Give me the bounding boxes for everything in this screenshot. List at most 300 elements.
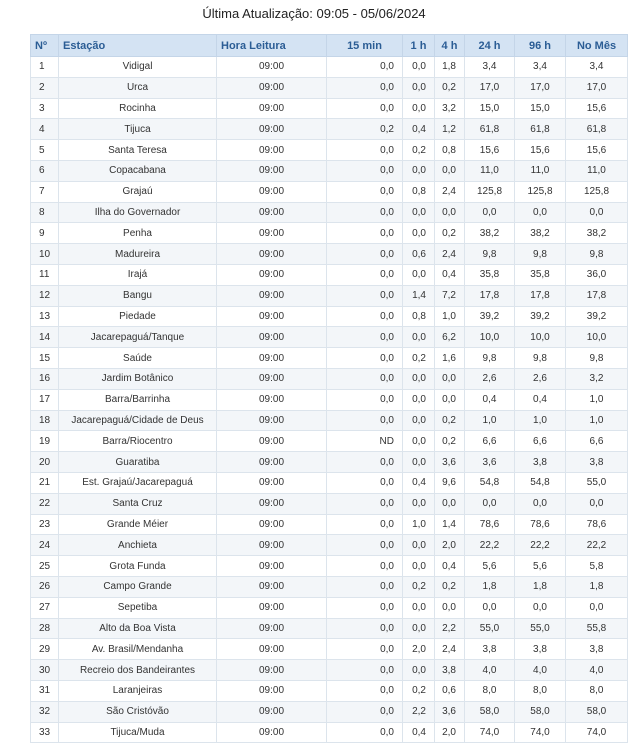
cell-reading-time: 09:00: [217, 119, 327, 140]
rainfall-table-container: [30, 34, 627, 743]
cell-station: Piedade: [59, 306, 217, 327]
cell-1h: 0,0: [403, 264, 435, 285]
cell-4h: 1,2: [435, 119, 465, 140]
cell-4h: 0,2: [435, 223, 465, 244]
cell-month: 61,8: [566, 119, 628, 140]
cell-station: Grajaú: [59, 181, 217, 202]
table-row: [31, 77, 628, 98]
cell-month: 0,0: [566, 493, 628, 514]
cell-reading-time: 09:00: [217, 327, 327, 348]
cell-4h: 1,4: [435, 514, 465, 535]
cell-24h: 6,6: [465, 431, 515, 452]
cell-15min: ND: [327, 431, 403, 452]
cell-number: 4: [31, 119, 59, 140]
cell-4h: 0,0: [435, 597, 465, 618]
cell-96h: 15,6: [515, 140, 566, 161]
column-header-reading-time[interactable]: Hora Leitura: [217, 35, 327, 57]
cell-4h: 0,0: [435, 202, 465, 223]
cell-station: Barra/Barrinha: [59, 389, 217, 410]
cell-1h: 0,2: [403, 348, 435, 369]
cell-station: Tijuca/Muda: [59, 722, 217, 743]
column-header-month[interactable]: No Mês: [566, 35, 628, 57]
cell-station: Bangu: [59, 285, 217, 306]
cell-station: Jacarepaguá/Tanque: [59, 327, 217, 348]
cell-1h: 2,2: [403, 701, 435, 722]
cell-15min: 0,0: [327, 514, 403, 535]
cell-month: 5,8: [566, 556, 628, 577]
cell-4h: 3,2: [435, 98, 465, 119]
cell-month: 74,0: [566, 722, 628, 743]
cell-96h: 9,8: [515, 348, 566, 369]
cell-station: Jacarepaguá/Cidade de Deus: [59, 410, 217, 431]
cell-station: Anchieta: [59, 535, 217, 556]
cell-number: 32: [31, 701, 59, 722]
cell-month: 15,6: [566, 98, 628, 119]
cell-15min: 0,0: [327, 535, 403, 556]
table-row: [31, 244, 628, 265]
cell-reading-time: 09:00: [217, 264, 327, 285]
cell-1h: 1,0: [403, 514, 435, 535]
cell-month: 4,0: [566, 660, 628, 681]
cell-96h: 17,0: [515, 77, 566, 98]
cell-15min: 0,0: [327, 639, 403, 660]
cell-1h: 0,0: [403, 618, 435, 639]
cell-15min: 0,0: [327, 576, 403, 597]
cell-96h: 0,0: [515, 493, 566, 514]
cell-96h: 1,8: [515, 576, 566, 597]
cell-15min: 0,0: [327, 244, 403, 265]
cell-24h: 5,6: [465, 556, 515, 577]
cell-15min: 0,0: [327, 264, 403, 285]
cell-1h: 0,4: [403, 119, 435, 140]
cell-96h: 3,8: [515, 639, 566, 660]
cell-4h: 0,4: [435, 556, 465, 577]
cell-96h: 3,8: [515, 452, 566, 473]
cell-number: 31: [31, 680, 59, 701]
table-row: [31, 660, 628, 681]
cell-24h: 17,8: [465, 285, 515, 306]
cell-number: 14: [31, 327, 59, 348]
cell-number: 16: [31, 368, 59, 389]
cell-station: Tijuca: [59, 119, 217, 140]
cell-month: 38,2: [566, 223, 628, 244]
cell-month: 9,8: [566, 348, 628, 369]
cell-96h: 17,8: [515, 285, 566, 306]
cell-reading-time: 09:00: [217, 618, 327, 639]
cell-15min: 0,0: [327, 368, 403, 389]
cell-4h: 0,2: [435, 431, 465, 452]
cell-number: 10: [31, 244, 59, 265]
cell-reading-time: 09:00: [217, 597, 327, 618]
cell-reading-time: 09:00: [217, 348, 327, 369]
table-row: [31, 264, 628, 285]
cell-number: 2: [31, 77, 59, 98]
cell-15min: 0,0: [327, 597, 403, 618]
cell-4h: 2,4: [435, 639, 465, 660]
cell-number: 15: [31, 348, 59, 369]
table-row: [31, 639, 628, 660]
cell-reading-time: 09:00: [217, 639, 327, 660]
cell-station: Irajá: [59, 264, 217, 285]
cell-month: 17,0: [566, 77, 628, 98]
cell-month: 0,0: [566, 202, 628, 223]
cell-month: 3,2: [566, 368, 628, 389]
cell-reading-time: 09:00: [217, 472, 327, 493]
cell-month: 3,4: [566, 57, 628, 78]
cell-1h: 0,0: [403, 535, 435, 556]
column-header-24h[interactable]: 24 h: [465, 35, 515, 57]
column-header-number[interactable]: Nº: [31, 35, 59, 57]
cell-4h: 2,0: [435, 535, 465, 556]
table-row: [31, 98, 628, 119]
table-row: [31, 223, 628, 244]
cell-96h: 3,4: [515, 57, 566, 78]
cell-station: Ilha do Governador: [59, 202, 217, 223]
table-row: [31, 701, 628, 722]
table-row: [31, 57, 628, 78]
cell-15min: 0,2: [327, 119, 403, 140]
cell-1h: 0,2: [403, 576, 435, 597]
cell-month: 3,8: [566, 639, 628, 660]
cell-24h: 9,8: [465, 348, 515, 369]
cell-15min: 0,0: [327, 348, 403, 369]
cell-96h: 8,0: [515, 680, 566, 701]
cell-24h: 8,0: [465, 680, 515, 701]
cell-month: 36,0: [566, 264, 628, 285]
cell-96h: 0,4: [515, 389, 566, 410]
cell-24h: 61,8: [465, 119, 515, 140]
cell-reading-time: 09:00: [217, 680, 327, 701]
cell-reading-time: 09:00: [217, 514, 327, 535]
table-row: [31, 618, 628, 639]
cell-reading-time: 09:00: [217, 556, 327, 577]
cell-number: 5: [31, 140, 59, 161]
cell-24h: 22,2: [465, 535, 515, 556]
cell-4h: 3,6: [435, 452, 465, 473]
cell-4h: 2,4: [435, 244, 465, 265]
cell-24h: 2,6: [465, 368, 515, 389]
cell-96h: 0,0: [515, 202, 566, 223]
cell-1h: 1,4: [403, 285, 435, 306]
cell-station: Vidigal: [59, 57, 217, 78]
cell-4h: 0,0: [435, 160, 465, 181]
cell-reading-time: 09:00: [217, 535, 327, 556]
cell-4h: 0,4: [435, 264, 465, 285]
table-row: [31, 181, 628, 202]
cell-number: 18: [31, 410, 59, 431]
column-header-station[interactable]: Estação: [59, 35, 217, 57]
cell-station: Sepetiba: [59, 597, 217, 618]
cell-4h: 1,6: [435, 348, 465, 369]
cell-1h: 0,4: [403, 472, 435, 493]
cell-24h: 4,0: [465, 660, 515, 681]
cell-number: 19: [31, 431, 59, 452]
table-row: [31, 285, 628, 306]
table-row: [31, 472, 628, 493]
cell-1h: 0,8: [403, 306, 435, 327]
table-row: [31, 140, 628, 161]
cell-4h: 1,8: [435, 57, 465, 78]
cell-1h: 0,0: [403, 223, 435, 244]
cell-month: 22,2: [566, 535, 628, 556]
cell-4h: 0,2: [435, 576, 465, 597]
cell-24h: 1,8: [465, 576, 515, 597]
table-body: [31, 57, 628, 743]
cell-96h: 78,6: [515, 514, 566, 535]
table-row: [31, 306, 628, 327]
column-header-96h[interactable]: 96 h: [515, 35, 566, 57]
cell-1h: 0,0: [403, 389, 435, 410]
cell-number: 20: [31, 452, 59, 473]
cell-96h: 9,8: [515, 244, 566, 265]
cell-number: 21: [31, 472, 59, 493]
cell-96h: 10,0: [515, 327, 566, 348]
cell-96h: 15,0: [515, 98, 566, 119]
cell-1h: 0,0: [403, 160, 435, 181]
cell-15min: 0,0: [327, 389, 403, 410]
cell-number: 13: [31, 306, 59, 327]
cell-1h: 0,0: [403, 597, 435, 618]
cell-number: 8: [31, 202, 59, 223]
table-row: [31, 327, 628, 348]
cell-15min: 0,0: [327, 140, 403, 161]
cell-1h: 0,0: [403, 368, 435, 389]
column-header-1h[interactable]: 1 h: [403, 35, 435, 57]
cell-96h: 5,6: [515, 556, 566, 577]
cell-15min: 0,0: [327, 57, 403, 78]
cell-96h: 35,8: [515, 264, 566, 285]
cell-1h: 0,4: [403, 722, 435, 743]
cell-24h: 9,8: [465, 244, 515, 265]
cell-24h: 125,8: [465, 181, 515, 202]
cell-4h: 9,6: [435, 472, 465, 493]
cell-24h: 54,8: [465, 472, 515, 493]
cell-1h: 0,0: [403, 410, 435, 431]
cell-reading-time: 09:00: [217, 493, 327, 514]
cell-96h: 6,6: [515, 431, 566, 452]
table-row: [31, 535, 628, 556]
cell-24h: 0,4: [465, 389, 515, 410]
cell-4h: 3,8: [435, 660, 465, 681]
cell-15min: 0,0: [327, 701, 403, 722]
cell-1h: 0,0: [403, 77, 435, 98]
cell-4h: 0,0: [435, 368, 465, 389]
table-row: [31, 431, 628, 452]
table-row: [31, 680, 628, 701]
cell-4h: 6,2: [435, 327, 465, 348]
cell-96h: 11,0: [515, 160, 566, 181]
cell-24h: 58,0: [465, 701, 515, 722]
cell-reading-time: 09:00: [217, 410, 327, 431]
cell-station: Laranjeiras: [59, 680, 217, 701]
cell-15min: 0,0: [327, 285, 403, 306]
cell-reading-time: 09:00: [217, 368, 327, 389]
cell-96h: 61,8: [515, 119, 566, 140]
cell-station: Grota Funda: [59, 556, 217, 577]
cell-reading-time: 09:00: [217, 244, 327, 265]
cell-station: Santa Teresa: [59, 140, 217, 161]
cell-15min: 0,0: [327, 223, 403, 244]
cell-15min: 0,0: [327, 306, 403, 327]
page-title: Última Atualização: 09:05 - 05/06/2024: [202, 6, 426, 21]
cell-reading-time: 09:00: [217, 722, 327, 743]
cell-24h: 39,2: [465, 306, 515, 327]
cell-reading-time: 09:00: [217, 452, 327, 473]
cell-number: 24: [31, 535, 59, 556]
cell-15min: 0,0: [327, 556, 403, 577]
cell-1h: 0,0: [403, 452, 435, 473]
cell-15min: 0,0: [327, 680, 403, 701]
column-header-4h[interactable]: 4 h: [435, 35, 465, 57]
cell-4h: 2,4: [435, 181, 465, 202]
cell-number: 23: [31, 514, 59, 535]
cell-15min: 0,0: [327, 618, 403, 639]
cell-4h: 0,6: [435, 680, 465, 701]
cell-month: 55,8: [566, 618, 628, 639]
cell-24h: 0,0: [465, 597, 515, 618]
cell-station: Campo Grande: [59, 576, 217, 597]
cell-1h: 0,0: [403, 327, 435, 348]
table-row: [31, 722, 628, 743]
cell-reading-time: 09:00: [217, 285, 327, 306]
cell-month: 39,2: [566, 306, 628, 327]
cell-15min: 0,0: [327, 410, 403, 431]
cell-station: Santa Cruz: [59, 493, 217, 514]
cell-24h: 11,0: [465, 160, 515, 181]
cell-month: 6,6: [566, 431, 628, 452]
cell-station: Copacabana: [59, 160, 217, 181]
cell-reading-time: 09:00: [217, 181, 327, 202]
cell-number: 9: [31, 223, 59, 244]
cell-station: Rocinha: [59, 98, 217, 119]
table-header-row: [31, 35, 628, 57]
cell-1h: 0,8: [403, 181, 435, 202]
cell-month: 3,8: [566, 452, 628, 473]
cell-reading-time: 09:00: [217, 160, 327, 181]
table-row: [31, 368, 628, 389]
cell-station: Jardim Botânico: [59, 368, 217, 389]
cell-reading-time: 09:00: [217, 77, 327, 98]
cell-4h: 7,2: [435, 285, 465, 306]
cell-month: 1,0: [566, 389, 628, 410]
cell-15min: 0,0: [327, 98, 403, 119]
cell-month: 58,0: [566, 701, 628, 722]
cell-number: 1: [31, 57, 59, 78]
cell-station: São Cristóvão: [59, 701, 217, 722]
cell-24h: 1,0: [465, 410, 515, 431]
cell-reading-time: 09:00: [217, 202, 327, 223]
table-row: [31, 514, 628, 535]
cell-96h: 1,0: [515, 410, 566, 431]
cell-24h: 3,6: [465, 452, 515, 473]
cell-number: 12: [31, 285, 59, 306]
cell-station: Barra/Riocentro: [59, 431, 217, 452]
cell-reading-time: 09:00: [217, 701, 327, 722]
cell-15min: 0,0: [327, 452, 403, 473]
cell-station: Est. Grajaú/Jacarepaguá: [59, 472, 217, 493]
cell-96h: 55,0: [515, 618, 566, 639]
cell-number: 17: [31, 389, 59, 410]
cell-4h: 3,6: [435, 701, 465, 722]
cell-1h: 0,0: [403, 431, 435, 452]
table-row: [31, 556, 628, 577]
cell-number: 3: [31, 98, 59, 119]
cell-15min: 0,0: [327, 722, 403, 743]
cell-96h: 58,0: [515, 701, 566, 722]
table-row: [31, 493, 628, 514]
cell-station: Saúde: [59, 348, 217, 369]
cell-reading-time: 09:00: [217, 306, 327, 327]
cell-24h: 0,0: [465, 493, 515, 514]
cell-1h: 0,2: [403, 140, 435, 161]
cell-1h: 0,0: [403, 98, 435, 119]
cell-24h: 35,8: [465, 264, 515, 285]
cell-1h: 0,0: [403, 660, 435, 681]
cell-station: Urca: [59, 77, 217, 98]
cell-24h: 78,6: [465, 514, 515, 535]
cell-15min: 0,0: [327, 160, 403, 181]
cell-15min: 0,0: [327, 327, 403, 348]
cell-reading-time: 09:00: [217, 389, 327, 410]
table-row: [31, 202, 628, 223]
cell-4h: 0,8: [435, 140, 465, 161]
cell-24h: 3,4: [465, 57, 515, 78]
cell-4h: 2,0: [435, 722, 465, 743]
cell-month: 0,0: [566, 597, 628, 618]
cell-reading-time: 09:00: [217, 576, 327, 597]
cell-month: 78,6: [566, 514, 628, 535]
cell-96h: 38,2: [515, 223, 566, 244]
cell-24h: 74,0: [465, 722, 515, 743]
cell-96h: 0,0: [515, 597, 566, 618]
cell-24h: 3,8: [465, 639, 515, 660]
rainfall-table: [30, 34, 628, 743]
cell-96h: 54,8: [515, 472, 566, 493]
cell-15min: 0,0: [327, 202, 403, 223]
cell-15min: 0,0: [327, 493, 403, 514]
cell-month: 17,8: [566, 285, 628, 306]
cell-15min: 0,0: [327, 472, 403, 493]
cell-reading-time: 09:00: [217, 223, 327, 244]
cell-number: 6: [31, 160, 59, 181]
cell-1h: 0,0: [403, 57, 435, 78]
cell-station: Guaratiba: [59, 452, 217, 473]
cell-24h: 0,0: [465, 202, 515, 223]
cell-station: Alto da Boa Vista: [59, 618, 217, 639]
cell-month: 1,0: [566, 410, 628, 431]
cell-number: 29: [31, 639, 59, 660]
cell-1h: 0,6: [403, 244, 435, 265]
cell-number: 28: [31, 618, 59, 639]
cell-1h: 0,0: [403, 556, 435, 577]
cell-96h: 2,6: [515, 368, 566, 389]
cell-96h: 22,2: [515, 535, 566, 556]
cell-4h: 0,0: [435, 389, 465, 410]
cell-month: 10,0: [566, 327, 628, 348]
cell-reading-time: 09:00: [217, 140, 327, 161]
column-header-15min[interactable]: 15 min: [327, 35, 403, 57]
cell-number: 30: [31, 660, 59, 681]
cell-month: 15,6: [566, 140, 628, 161]
cell-4h: 2,2: [435, 618, 465, 639]
table-row: [31, 348, 628, 369]
cell-4h: 0,0: [435, 493, 465, 514]
cell-1h: 2,0: [403, 639, 435, 660]
cell-station: Madureira: [59, 244, 217, 265]
cell-month: 125,8: [566, 181, 628, 202]
cell-24h: 15,0: [465, 98, 515, 119]
cell-15min: 0,0: [327, 77, 403, 98]
